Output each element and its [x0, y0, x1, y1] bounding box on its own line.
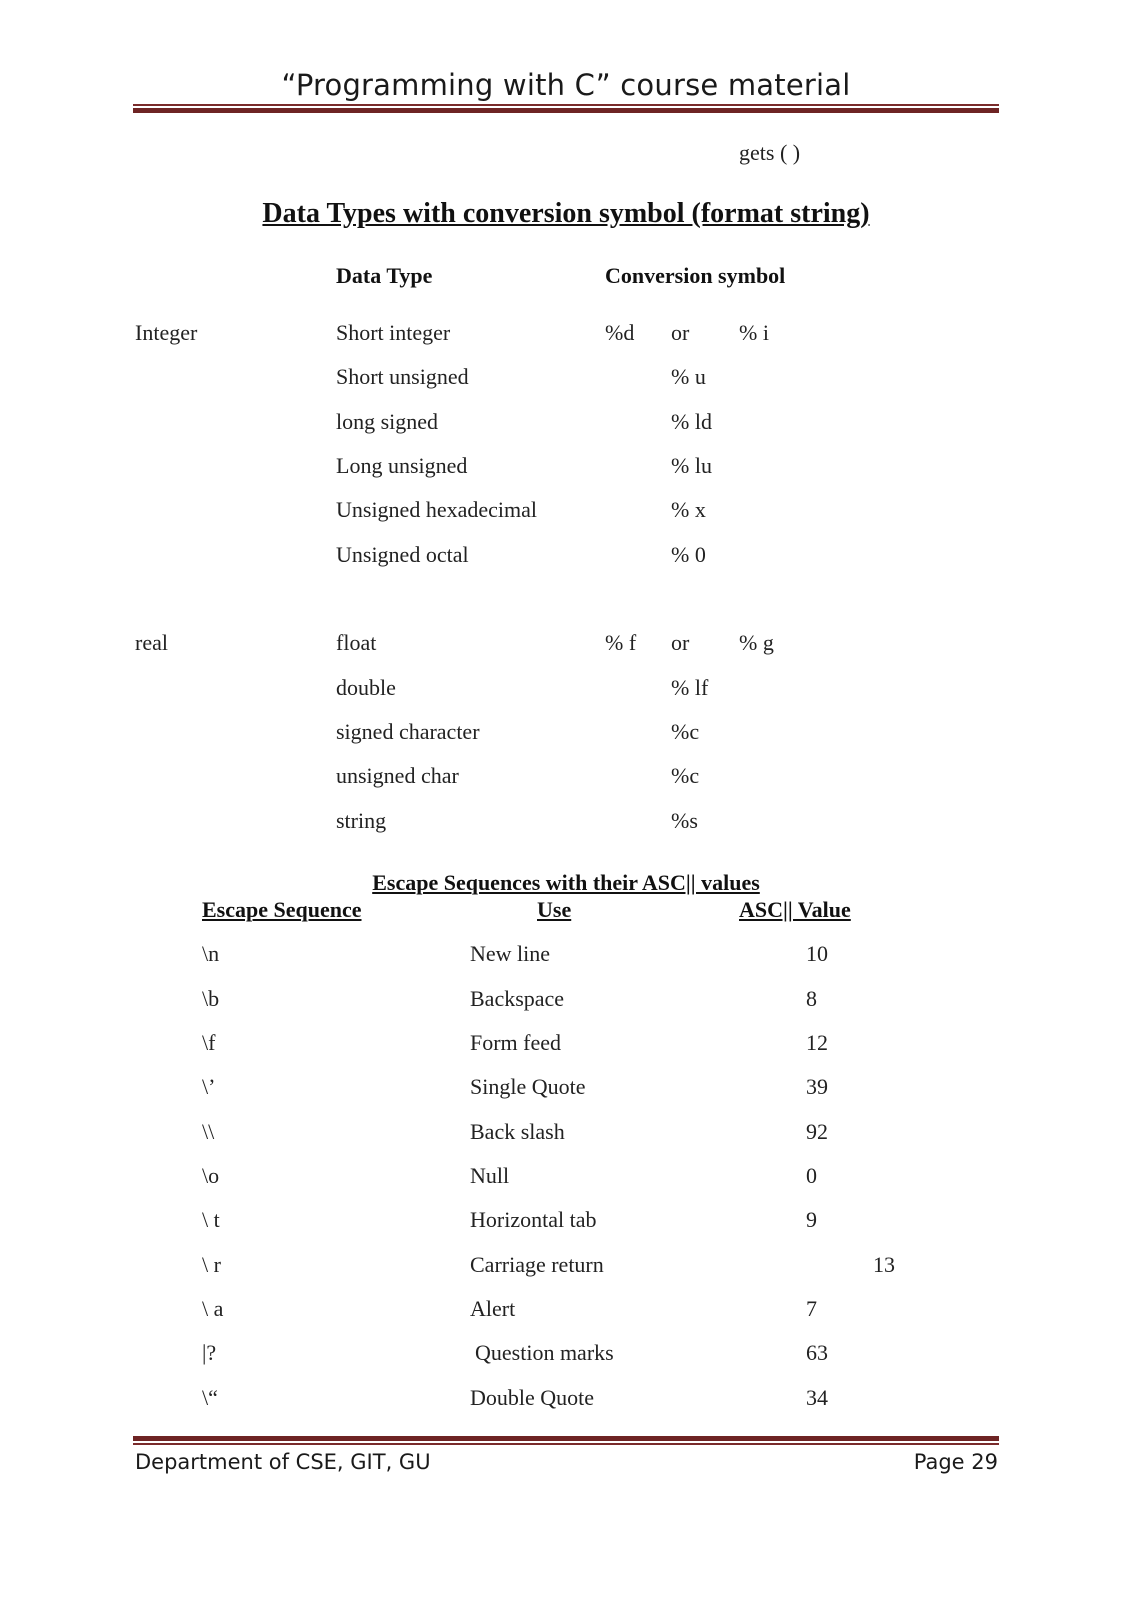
- data-type-cell: Short unsigned: [336, 364, 469, 389]
- footer-page-number: Page 29: [913, 1450, 998, 1474]
- data-type-cell: Unsigned octal: [336, 542, 469, 567]
- page-header-title: “Programming with C” course material: [281, 68, 851, 102]
- col-header-use: Use: [537, 897, 572, 922]
- ascii-value-cell: 8: [806, 986, 817, 1011]
- use-cell: Horizontal tab: [470, 1207, 597, 1232]
- escape-seq-cell: \\: [202, 1119, 215, 1144]
- use-cell: Form feed: [470, 1030, 562, 1055]
- footer-divider: [133, 1436, 999, 1445]
- ascii-value-cell: 9: [806, 1207, 817, 1232]
- top-note: gets ( ): [739, 140, 801, 165]
- escape-seq-cell: \b: [202, 986, 220, 1011]
- escape-seq-cell: |?: [202, 1340, 217, 1365]
- use-cell: Backspace: [470, 986, 565, 1011]
- conversion-symbol-cell: % 0: [671, 542, 706, 567]
- data-type-cell: string: [336, 808, 387, 833]
- escape-seq-cell: \ t: [202, 1207, 220, 1232]
- escape-sequences-heading: Escape Sequences with their ASC|| values: [372, 870, 760, 895]
- col-header-data-type: Data Type: [336, 263, 433, 288]
- ascii-value-cell: 92: [806, 1119, 828, 1144]
- ascii-value-cell: 13: [873, 1252, 895, 1277]
- group-label-integer: Integer: [135, 320, 198, 345]
- use-cell: Question marks: [475, 1340, 614, 1365]
- col-header-escape-sequence: Escape Sequence: [202, 897, 362, 922]
- use-cell: Double Quote: [470, 1385, 595, 1410]
- use-cell: Back slash: [470, 1119, 565, 1144]
- data-type-cell: signed character: [336, 719, 480, 744]
- conversion-symbol-cell: % x: [671, 497, 706, 522]
- conversion-symbol-cell: % ld: [671, 409, 712, 434]
- or-text: or: [671, 320, 690, 345]
- data-type-cell: unsigned char: [336, 763, 459, 788]
- ascii-value-cell: 34: [806, 1385, 828, 1410]
- conversion-symbol-cell: %d: [605, 320, 635, 345]
- data-type-cell: float: [336, 630, 377, 655]
- conversion-symbol-cell: % u: [671, 364, 706, 389]
- data-types-heading: Data Types with conversion symbol (format string): [262, 198, 870, 229]
- conversion-symbol-cell: % i: [739, 320, 769, 345]
- escape-seq-cell: \ r: [202, 1252, 221, 1277]
- ascii-value-cell: 7: [806, 1296, 817, 1321]
- use-cell: New line: [470, 941, 551, 966]
- use-cell: Single Quote: [470, 1074, 586, 1099]
- group-label-real: real: [135, 630, 168, 655]
- escape-seq-cell: \’: [202, 1074, 216, 1099]
- data-type-cell: long signed: [336, 409, 439, 434]
- conversion-symbol-cell: % g: [739, 630, 774, 655]
- footer-department: Department of CSE, GIT, GU: [135, 1450, 431, 1474]
- conversion-symbol-cell: % f: [605, 630, 637, 655]
- data-type-cell: Unsigned hexadecimal: [336, 497, 537, 522]
- use-cell: Alert: [470, 1296, 516, 1321]
- ascii-value-cell: 39: [806, 1074, 828, 1099]
- col-header-conversion-symbol: Conversion symbol: [605, 263, 786, 288]
- escape-seq-cell: \ a: [202, 1296, 224, 1321]
- col-header-ascii-value: ASC|| Value: [739, 897, 851, 922]
- conversion-symbol-cell: % lu: [671, 453, 712, 478]
- ascii-value-cell: 0: [806, 1163, 817, 1188]
- escape-seq-cell: \“: [202, 1385, 218, 1410]
- header-divider: [133, 104, 999, 113]
- escape-seq-cell: \f: [202, 1030, 216, 1055]
- use-cell: Null: [470, 1163, 510, 1188]
- conversion-symbol-cell: % lf: [671, 675, 709, 700]
- or-text: or: [671, 630, 690, 655]
- data-type-cell: Long unsigned: [336, 453, 468, 478]
- ascii-value-cell: 12: [806, 1030, 828, 1055]
- conversion-symbol-cell: %c: [671, 719, 700, 744]
- conversion-symbol-cell: %s: [671, 808, 698, 833]
- escape-seq-cell: \n: [202, 941, 220, 966]
- ascii-value-cell: 63: [806, 1340, 828, 1365]
- ascii-value-cell: 10: [806, 941, 828, 966]
- data-type-cell: Short integer: [336, 320, 451, 345]
- use-cell: Carriage return: [470, 1252, 604, 1277]
- escape-seq-cell: \o: [202, 1163, 220, 1188]
- conversion-symbol-cell: %c: [671, 763, 700, 788]
- data-type-cell: double: [336, 675, 396, 700]
